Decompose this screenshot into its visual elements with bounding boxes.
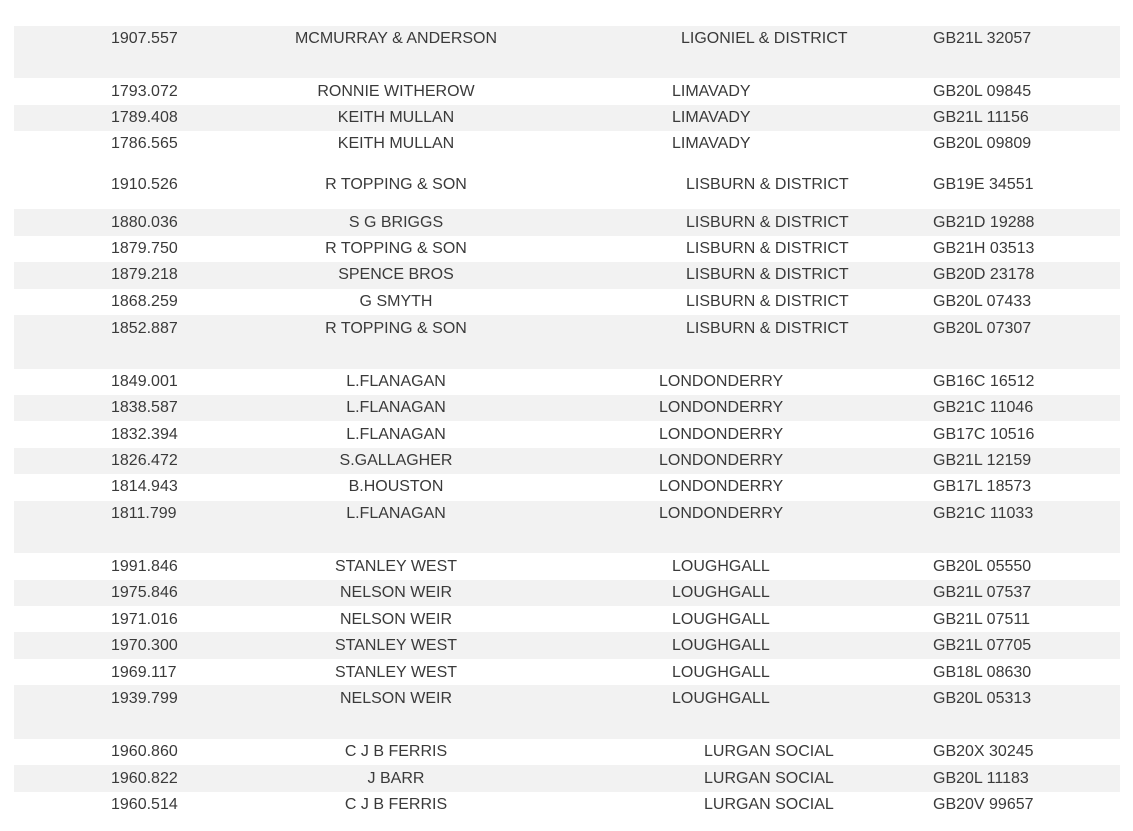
club-cell: LISBURN & DISTRICT	[686, 293, 849, 310]
table-row	[14, 209, 1120, 236]
owner-cell: R TOPPING & SON	[325, 240, 467, 257]
club-cell: LONDONDERRY	[659, 505, 784, 522]
ring-number-cell: GB21D 19288	[933, 214, 1035, 231]
owner-cell: NELSON WEIR	[339, 690, 452, 707]
ring-number-cell: GB20X 30245	[933, 743, 1034, 760]
owner-cell: B.HOUSTON	[348, 478, 444, 495]
club-cell: LISBURN & DISTRICT	[686, 176, 849, 193]
score-cell: 1969.117	[111, 664, 177, 681]
owner-cell: L.FLANAGAN	[346, 505, 446, 522]
ring-number-cell: GB21L 11156	[933, 109, 1029, 126]
club-cell: LISBURN & DISTRICT	[686, 266, 849, 283]
club-cell: LOUGHGALL	[672, 637, 770, 654]
owner-cell: S.GALLAGHER	[339, 452, 453, 469]
owner-cell: L.FLANAGAN	[346, 399, 446, 416]
table-row	[14, 262, 1120, 289]
owner-cell: KEITH MULLAN	[337, 109, 455, 126]
owner-cell: R TOPPING & SON	[325, 320, 467, 337]
ring-number-cell: GB20L 09809	[933, 135, 1032, 152]
table-row	[14, 421, 1120, 448]
ring-number-cell: GB20L 09845	[933, 83, 1032, 100]
owner-cell: SPENCE BROS	[338, 266, 454, 283]
club-cell: LOUGHGALL	[672, 558, 770, 575]
score-cell: 1960.860	[111, 743, 178, 760]
score-cell: 1907.557	[111, 30, 178, 47]
score-cell: 1868.259	[111, 293, 178, 310]
score-cell: 1811.799	[111, 505, 177, 522]
table-row	[14, 105, 1120, 131]
score-cell: 1910.526	[111, 176, 178, 193]
club-cell: LURGAN SOCIAL	[704, 743, 834, 760]
score-cell: 1971.016	[111, 611, 178, 628]
ring-number-cell: GB21L 12159	[933, 452, 1032, 469]
owner-cell: NELSON WEIR	[339, 584, 452, 601]
table-row	[14, 448, 1120, 474]
table-row	[14, 131, 1120, 157]
score-cell: 1879.750	[111, 240, 178, 257]
table-row	[14, 632, 1120, 659]
table-row	[14, 553, 1120, 580]
club-cell: LONDONDERRY	[659, 399, 784, 416]
table-row	[14, 580, 1120, 606]
score-cell: 1879.218	[111, 266, 178, 283]
table-row	[14, 26, 1120, 78]
table-row	[14, 369, 1120, 395]
owner-cell: STANLEY WEST	[334, 664, 458, 681]
club-cell: LONDONDERRY	[659, 373, 784, 390]
club-cell: LOUGHGALL	[672, 664, 770, 681]
score-cell: 1838.587	[111, 399, 178, 416]
table-row	[14, 474, 1120, 501]
club-cell: LONDONDERRY	[659, 478, 784, 495]
owner-cell: KEITH MULLAN	[337, 135, 455, 152]
table-row	[14, 792, 1120, 818]
ring-number-cell: GB21L 07705	[933, 637, 1032, 654]
owner-cell: C J B FERRIS	[344, 796, 448, 813]
club-cell: LOUGHGALL	[672, 690, 770, 707]
ring-number-cell: GB20L 05550	[933, 558, 1032, 575]
ring-number-cell: GB16C 16512	[933, 373, 1035, 390]
ring-number-cell: GB20D 23178	[933, 266, 1035, 283]
ring-number-cell: GB19E 34551	[933, 176, 1034, 193]
ring-number-cell: GB21H 03513	[933, 240, 1035, 257]
owner-cell: G SMYTH	[359, 293, 433, 310]
club-cell: LIMAVADY	[672, 109, 751, 126]
ring-number-cell: GB18L 08630	[933, 664, 1032, 681]
ring-number-cell: GB21C 11046	[933, 399, 1034, 416]
owner-cell: STANLEY WEST	[334, 558, 458, 575]
table-row	[14, 315, 1120, 369]
club-cell: LOUGHGALL	[672, 584, 770, 601]
ring-number-cell: GB20L 05313	[933, 690, 1032, 707]
ring-number-cell: GB20L 07307	[933, 320, 1032, 337]
score-cell: 1852.887	[111, 320, 178, 337]
owner-cell: RONNIE WITHEROW	[317, 83, 475, 100]
score-cell: 1975.846	[111, 584, 178, 601]
score-cell: 1960.514	[111, 796, 178, 813]
ring-number-cell: GB21L 32057	[933, 30, 1032, 47]
club-cell: LURGAN SOCIAL	[704, 796, 834, 813]
table-row	[14, 289, 1120, 315]
table-row	[14, 78, 1120, 105]
score-cell: 1939.799	[111, 690, 178, 707]
score-cell: 1793.072	[111, 83, 178, 100]
owner-cell: MCMURRAY & ANDERSON	[294, 30, 498, 47]
club-cell: LONDONDERRY	[659, 426, 784, 443]
ring-number-cell: GB17C 10516	[933, 426, 1035, 443]
ring-number-cell: GB20L 11183	[933, 770, 1029, 787]
owner-cell: C J B FERRIS	[344, 743, 448, 760]
owner-cell: NELSON WEIR	[339, 611, 452, 628]
score-cell: 1786.565	[111, 135, 178, 152]
table-row	[14, 765, 1120, 792]
score-cell: 1789.408	[111, 109, 178, 126]
score-cell: 1814.943	[111, 478, 178, 495]
owner-cell: L.FLANAGAN	[346, 373, 446, 390]
club-cell: LIMAVADY	[672, 135, 751, 152]
ring-number-cell: GB21C 11033	[933, 505, 1034, 522]
table-row	[14, 501, 1120, 553]
club-cell: LISBURN & DISTRICT	[686, 214, 849, 231]
ring-number-cell: GB21L 07537	[933, 584, 1032, 601]
table-row	[14, 659, 1120, 685]
owner-cell: STANLEY WEST	[334, 637, 458, 654]
table-row	[14, 157, 1120, 209]
table-row	[14, 395, 1120, 421]
owner-cell: S G BRIGGS	[348, 214, 444, 231]
score-cell: 1991.846	[111, 558, 178, 575]
owner-cell: R TOPPING & SON	[325, 176, 467, 193]
score-cell: 1849.001	[111, 373, 178, 390]
club-cell: LIMAVADY	[672, 83, 751, 100]
owner-cell: J BARR	[367, 770, 425, 787]
ring-number-cell: GB17L 18573	[933, 478, 1032, 495]
table-row	[14, 606, 1120, 632]
club-cell: LISBURN & DISTRICT	[686, 240, 849, 257]
score-cell: 1826.472	[111, 452, 178, 469]
ring-number-cell: GB21L 07511	[933, 611, 1030, 628]
club-cell: LOUGHGALL	[672, 611, 770, 628]
score-cell: 1880.036	[111, 214, 178, 231]
score-cell: 1960.822	[111, 770, 178, 787]
owner-cell: L.FLANAGAN	[346, 426, 446, 443]
club-cell: LIGONIEL & DISTRICT	[681, 30, 848, 47]
club-cell: LURGAN SOCIAL	[704, 770, 834, 787]
table-row	[14, 685, 1120, 739]
club-cell: LISBURN & DISTRICT	[686, 320, 849, 337]
ring-number-cell: GB20L 07433	[933, 293, 1032, 310]
table-row	[14, 236, 1120, 262]
ring-number-cell: GB20V 99657	[933, 796, 1034, 813]
score-cell: 1832.394	[111, 426, 178, 443]
table-row	[14, 739, 1120, 765]
club-cell: LONDONDERRY	[659, 452, 784, 469]
score-cell: 1970.300	[111, 637, 178, 654]
